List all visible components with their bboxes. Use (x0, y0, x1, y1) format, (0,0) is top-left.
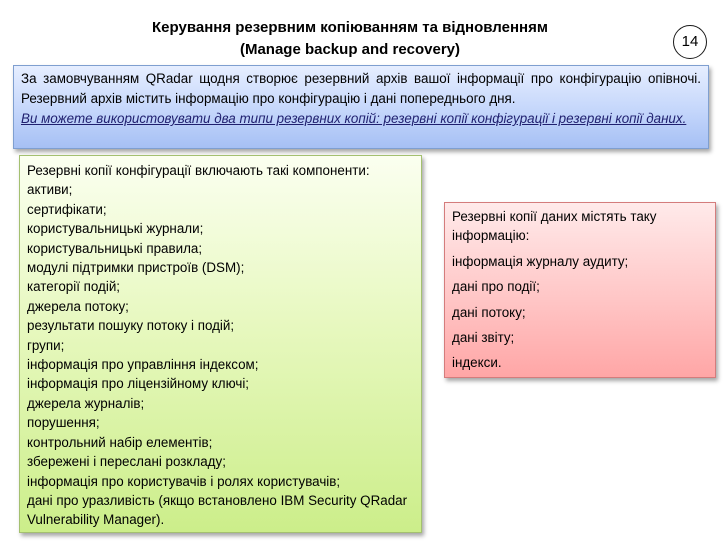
intro-emphasis: Ви можете використовувати два типи резервних копій: резервні копії конфігурації і резервні копії даних. (21, 111, 687, 126)
intro-box (13, 65, 709, 149)
config-item: сертифікати; (27, 201, 107, 217)
config-item: групи; (27, 337, 65, 353)
slide-title-line-1: Керування резервним копіюванням та відновленням (152, 19, 548, 36)
data-backups-box (444, 202, 716, 378)
config-item: інформація про користувачів і ролях користувачів; (27, 473, 341, 489)
config-item: інформація про управління індексом; (27, 357, 259, 373)
config-item: результати пошуку потоку і подій; (27, 318, 235, 334)
config-item: джерела потоку; (27, 298, 129, 314)
config-item: порушення; (27, 415, 100, 431)
intro-text: За замовчуванням QRadar щодня створює резервний архів вашої інформації про конфігурацію опівночі. Резервний архів містить інформацію про конфігурацію і дані попереднього дня. (21, 71, 701, 106)
config-item: дані про уразливість (якщо встановлено IBM Security QRadar Vulnerability Manager). (27, 492, 408, 528)
data-item: дані звіту; (452, 330, 515, 346)
config-item: користувальницькі правила; (27, 240, 203, 256)
page-number-badge: 14 (673, 25, 707, 59)
config-item: користувальницькі журнали; (27, 221, 204, 237)
config-item: активи; (27, 182, 73, 198)
data-item: дані потоку; (452, 304, 526, 320)
data-item: індекси. (452, 355, 502, 371)
config-item: збережені і переслані розкладу; (27, 454, 226, 470)
slide-title (0, 17, 700, 61)
slide-title-line-2: (Manage backup and recovery) (239, 41, 461, 58)
config-item: контрольний набір елементів; (27, 434, 213, 450)
data-item: інформація журналу аудиту; (452, 253, 629, 269)
config-item: джерела журналів; (27, 395, 145, 411)
config-item: категорії подій; (27, 279, 121, 295)
config-item: інформація про ліцензійному ключі; (27, 376, 250, 392)
data-item: дані про події; (452, 279, 540, 295)
config-backups-heading: Резервні копії конфігурації включають такі компоненти: (27, 163, 370, 178)
data-backups-heading: Резервні копії даних містять таку інформацію: (452, 209, 657, 244)
config-item: модулі підтримки пристроїв (DSM); (27, 260, 245, 276)
config-backups-box (19, 155, 422, 533)
